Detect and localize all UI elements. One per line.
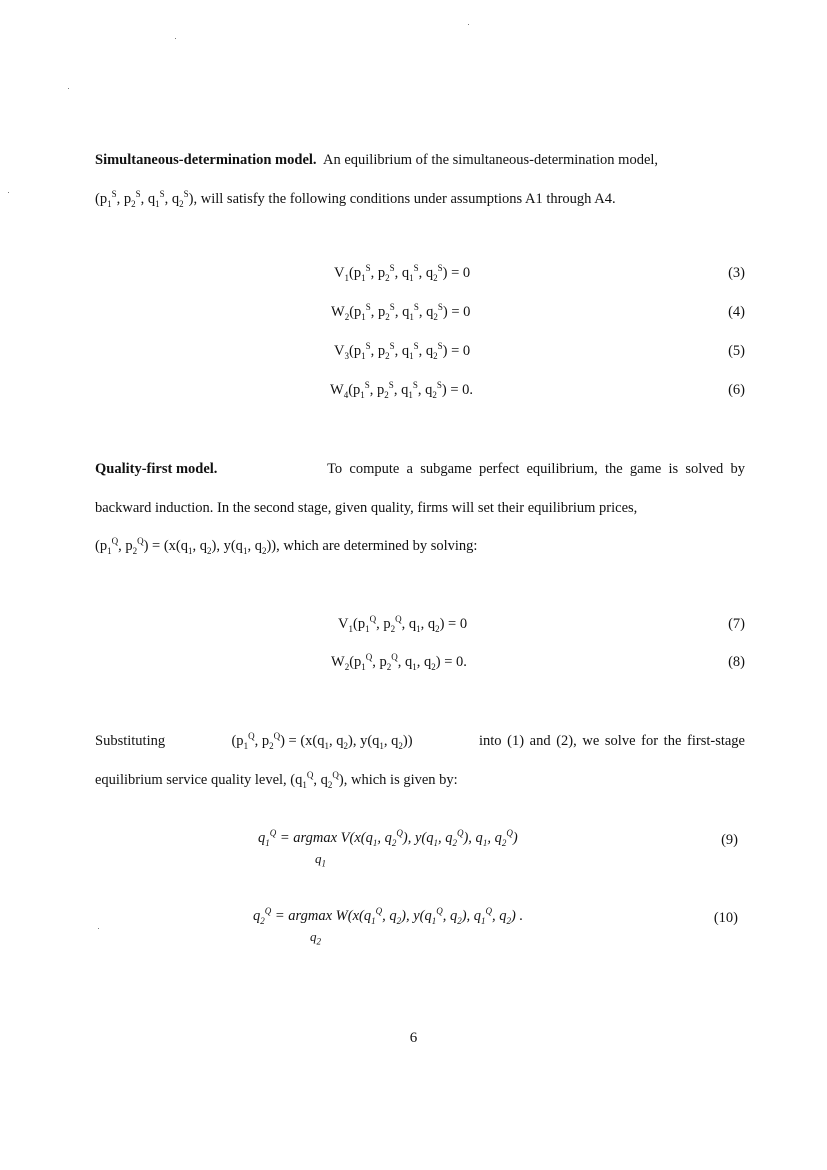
- substituting-paragraph: [95, 722, 745, 799]
- equation-lhs-sub: 1: [344, 272, 349, 283]
- substituting-text-2-tail: which is given by:: [350, 771, 458, 788]
- substituting-head: Substituting: [95, 733, 166, 749]
- equation-4: $W_2(p_1^S$, $p_2^S$, $q_1^S$, $q_2^S) = 0$ (4): [331, 302, 745, 322]
- equation-rhs: = 0.: [450, 382, 473, 398]
- equation-rhs: = 0: [451, 304, 471, 320]
- argmax-variable: [310, 929, 321, 945]
- equation-8: $W_2(p_1^Q$, $p_2^Q$, $q_1$, $q_2) = 0$. (8): [331, 652, 745, 672]
- equation-lhs: W: [331, 304, 345, 320]
- argmax-variable-sub: 1: [321, 858, 326, 869]
- simultaneous-paragraph: [95, 141, 745, 218]
- substituting-text-2: equilibrium service quality level,: [95, 771, 287, 788]
- scan-speck: [175, 38, 176, 39]
- scan-speck: [8, 192, 9, 193]
- quality-text-3: which are determined by solving:: [283, 538, 478, 554]
- equation-lhs: W: [331, 654, 345, 670]
- equation-lhs: q: [253, 908, 261, 924]
- equation-5: $V_3(p_1^S$, $p_2^S$, $q_1^S$, $q_2^S) = 0$ (5): [334, 341, 745, 361]
- argmax-variable-sub: 2: [316, 936, 321, 947]
- argmax-operator: = argmax: [274, 908, 333, 924]
- page-number: 6: [409, 1030, 418, 1046]
- equation-rhs: = 0: [448, 616, 468, 632]
- section-heading-simultaneous: Simultaneous-determination model.: [95, 152, 317, 168]
- equation-lhs-sub: 2: [260, 915, 265, 926]
- equation-number: (8): [728, 654, 745, 670]
- equation-lhs-sub: 1: [348, 623, 353, 634]
- quality-line-3: ($p_1^Q$, $p_2^Q) = (x(q_1$, $q_2$), $y(q_1$, $q_2$)), which are determined by solving:: [95, 536, 478, 556]
- equation-3: $V_1(p_1^S$, $p_2^S$, $q_1^S$, $q_2^S) = 0$ (3): [334, 263, 745, 283]
- objective-function: W: [335, 908, 348, 924]
- equation-lhs-sub: 1: [265, 837, 270, 848]
- substituting-mid: into (1) and (2), we solve for the first-stage: [478, 733, 745, 749]
- simultaneous-line-2: ($p_1^S$, $p_2^S$, $q_1^S$, $q_2^S$), will satisfy the following conditions under assumptions A1 through A4.: [95, 188, 616, 209]
- argmax-operator: = argmax: [279, 830, 338, 846]
- substituting-line-1: [95, 722, 745, 761]
- substituting-formula: ($p_1^Q$, $p_2^Q) = (x(q_1$, $q_2$), $y(q_1$, $q_2$)): [231, 731, 413, 751]
- simultaneous-text-1: An equilibrium of the simultaneous-determination model,: [322, 152, 659, 168]
- quality-first-paragraph: [95, 450, 745, 566]
- equation-lhs: V: [338, 616, 349, 632]
- quality-line-2: backward induction. In the second stage, given quality, firms will set their equilibrium prices,: [95, 499, 638, 516]
- equation-lhs: q: [258, 830, 266, 846]
- equation-number: (7): [728, 616, 745, 632]
- equation-9: $q_1^Q = argmax$ $V(x(q_1$, $q_2^Q$), $y(q_1$, $q_2^Q$), $q_1$, $q_2^Q$) $q_1$ (9): [258, 828, 738, 869]
- equation-7: $V_1(p_1^Q$, $p_2^Q$, $q_1$, $q_2) = 0$ (7): [338, 614, 745, 634]
- equation-number: (3): [728, 265, 745, 281]
- argmax-variable: [315, 851, 326, 867]
- equation-lhs-sub: 3: [344, 350, 349, 361]
- substituting-line-2: equilibrium service quality level, ($q_1^Q$, $q_2^Q$), which is given by:: [95, 769, 458, 790]
- equation-rhs: = 0: [451, 343, 471, 359]
- simultaneous-text-2: , will satisfy the following conditions under assumptions A1 through A4.: [193, 190, 616, 207]
- equation-10: $q_2^Q = argmax$ $W(x(q_1^Q$, $q_2$), $y(q_1^Q$, $q_2$), $q_1^Q$, $q_2$) . $q_2$ (10): [253, 906, 738, 947]
- equation-number: (5): [728, 343, 745, 359]
- equation-number: (10): [713, 910, 738, 926]
- quality-line-1: [95, 450, 745, 489]
- argmax-variable-letter: q: [310, 929, 317, 944]
- equation-rhs: = 0: [451, 265, 471, 281]
- equation-rhs: = 0.: [444, 654, 467, 670]
- quality-text-1: To compute a subgame perfect equilibrium, the game is solved by: [327, 461, 745, 477]
- equation-number: (4): [728, 304, 745, 320]
- equation-6: $W_4(p_1^S$, $p_2^S$, $q_1^S$, $q_2^S) = 0$. (6): [330, 380, 745, 400]
- equation-lhs: W: [330, 382, 344, 398]
- equation-lhs-sub: 4: [343, 389, 349, 400]
- scan-speck: [468, 24, 469, 25]
- equation-lhs-sub: 2: [344, 311, 350, 322]
- simultaneous-line-1: [95, 141, 745, 180]
- section-heading-quality-first: Quality-first model.: [95, 461, 218, 477]
- equation-lhs: V: [334, 265, 345, 281]
- argmax-variable-letter: q: [315, 851, 322, 866]
- scan-speck: [68, 88, 69, 89]
- equation-lhs: V: [334, 343, 345, 359]
- equation-number: (6): [728, 382, 745, 398]
- objective-function: V: [340, 830, 350, 846]
- equation-lhs-sub: 2: [344, 661, 350, 672]
- equation-number: (9): [721, 832, 738, 848]
